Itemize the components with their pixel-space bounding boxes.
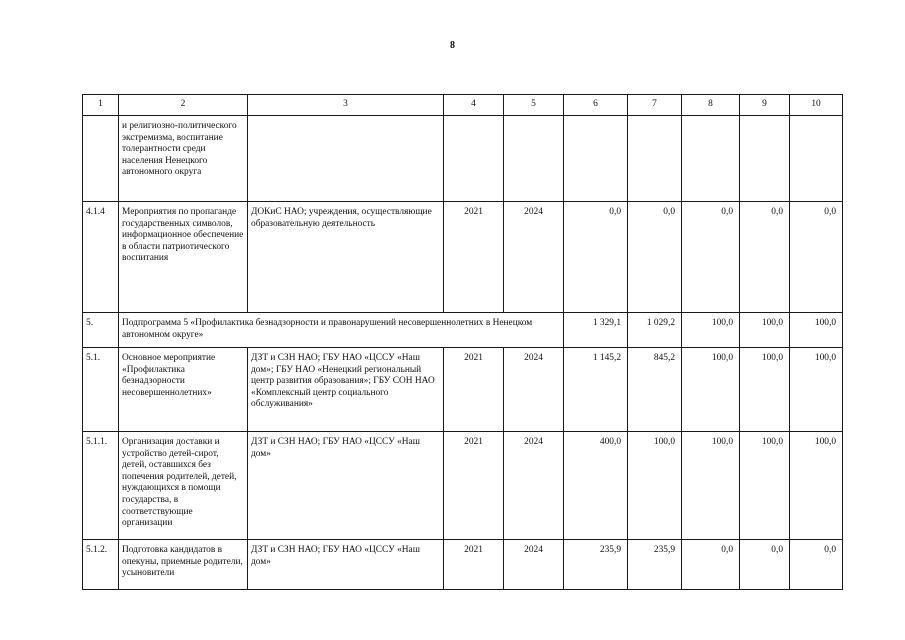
table-row — [83, 432, 843, 540]
row-number: 5.1.1. — [83, 432, 119, 540]
value-col8: 0,0 — [682, 540, 740, 590]
value-col6 — [564, 116, 628, 202]
value-col8: 100,0 — [682, 432, 740, 540]
executor: ДЗТ и СЗН НАО; ГБУ НАО «ЦССУ «Наш дом» — [248, 432, 444, 540]
start-year: 2021 — [444, 540, 504, 590]
value-col8 — [682, 116, 740, 202]
measure-name: Мероприятия по пропаганде государственных символов, информационное обеспечение в области патриотического воспитания — [119, 202, 248, 313]
measure-name: и религиозно-политического экстремизма, воспитание толерантности среди населения Ненецкого автономного округа — [119, 116, 248, 202]
value-col6: 235,9 — [564, 540, 628, 590]
subprogram-title: Подпрограмма 5 «Профилактика безнадзорности и правонарушений несовершеннолетних в Ненецком автономном округе» — [119, 313, 564, 348]
executor: ДЗТ и СЗН НАО; ГБУ НАО «ЦССУ «Наш дом» — [248, 540, 444, 590]
column-header: 2 — [119, 95, 248, 116]
value-col7: 0,0 — [628, 202, 682, 313]
value-col10: 0,0 — [790, 540, 843, 590]
measure-name: Организация доставки и устройство детей-сирот, детей, оставшихся без попечения родителей, детей, нуждающихся в помощи государства, в соответствующие организации — [119, 432, 248, 540]
value-col9: 100,0 — [740, 432, 790, 540]
value-col9: 0,0 — [740, 540, 790, 590]
value-col7: 845,2 — [628, 348, 682, 432]
value-col8: 100,0 — [682, 313, 740, 348]
value-col7: 235,9 — [628, 540, 682, 590]
value-col6: 400,0 — [564, 432, 628, 540]
executor: ДОКиС НАО; учреждения, осуществляющие образовательную деятельность — [248, 202, 444, 313]
executor: ДЗТ и СЗН НАО; ГБУ НАО «ЦССУ «Наш дом»; ГБУ НАО «Ненецкий региональный центр развития образования»; ГБУ СОН НАО «Комплексный центр социального обслуживания» — [248, 348, 444, 432]
value-col10 — [790, 116, 843, 202]
column-header: 4 — [444, 95, 504, 116]
end-year — [504, 116, 564, 202]
end-year: 2024 — [504, 348, 564, 432]
executor — [248, 116, 444, 202]
row-number: 4.1.4 — [83, 202, 119, 313]
value-col10: 0,0 — [790, 202, 843, 313]
column-header: 1 — [83, 95, 119, 116]
value-col7 — [628, 116, 682, 202]
column-header: 8 — [682, 95, 740, 116]
row-number — [83, 116, 119, 202]
column-header: 6 — [564, 95, 628, 116]
value-col7: 100,0 — [628, 432, 682, 540]
value-col10: 100,0 — [790, 348, 843, 432]
table-row — [83, 348, 843, 432]
value-col9: 100,0 — [740, 348, 790, 432]
value-col10: 100,0 — [790, 313, 843, 348]
page-number: 8 — [450, 40, 455, 51]
start-year: 2021 — [444, 202, 504, 313]
value-col6: 0,0 — [564, 202, 628, 313]
column-header: 10 — [790, 95, 843, 116]
end-year: 2024 — [504, 202, 564, 313]
end-year: 2024 — [504, 540, 564, 590]
start-year — [444, 116, 504, 202]
table-row — [83, 540, 843, 590]
value-col7: 1 029,2 — [628, 313, 682, 348]
column-header: 3 — [248, 95, 444, 116]
value-col6: 1 145,2 — [564, 348, 628, 432]
budget-table — [82, 94, 843, 590]
column-header: 9 — [740, 95, 790, 116]
value-col6: 1 329,1 — [564, 313, 628, 348]
value-col9 — [740, 116, 790, 202]
start-year: 2021 — [444, 432, 504, 540]
value-col8: 0,0 — [682, 202, 740, 313]
end-year: 2024 — [504, 432, 564, 540]
row-number: 5.1. — [83, 348, 119, 432]
value-col8: 100,0 — [682, 348, 740, 432]
table-header-row — [83, 95, 843, 116]
value-col9: 0,0 — [740, 202, 790, 313]
measure-name: Основное мероприятие «Профилактика безнадзорности несовершеннолетних» — [119, 348, 248, 432]
measure-name: Подготовка кандидатов в опекуны, приемные родители, усыновители — [119, 540, 248, 590]
value-col10: 100,0 — [790, 432, 843, 540]
row-number: 5.1.2. — [83, 540, 119, 590]
column-header: 5 — [504, 95, 564, 116]
subprogram-row — [83, 313, 843, 348]
table-row — [83, 116, 843, 202]
table-row — [83, 202, 843, 313]
value-col9: 100,0 — [740, 313, 790, 348]
start-year: 2021 — [444, 348, 504, 432]
column-header: 7 — [628, 95, 682, 116]
row-number: 5. — [83, 313, 119, 348]
